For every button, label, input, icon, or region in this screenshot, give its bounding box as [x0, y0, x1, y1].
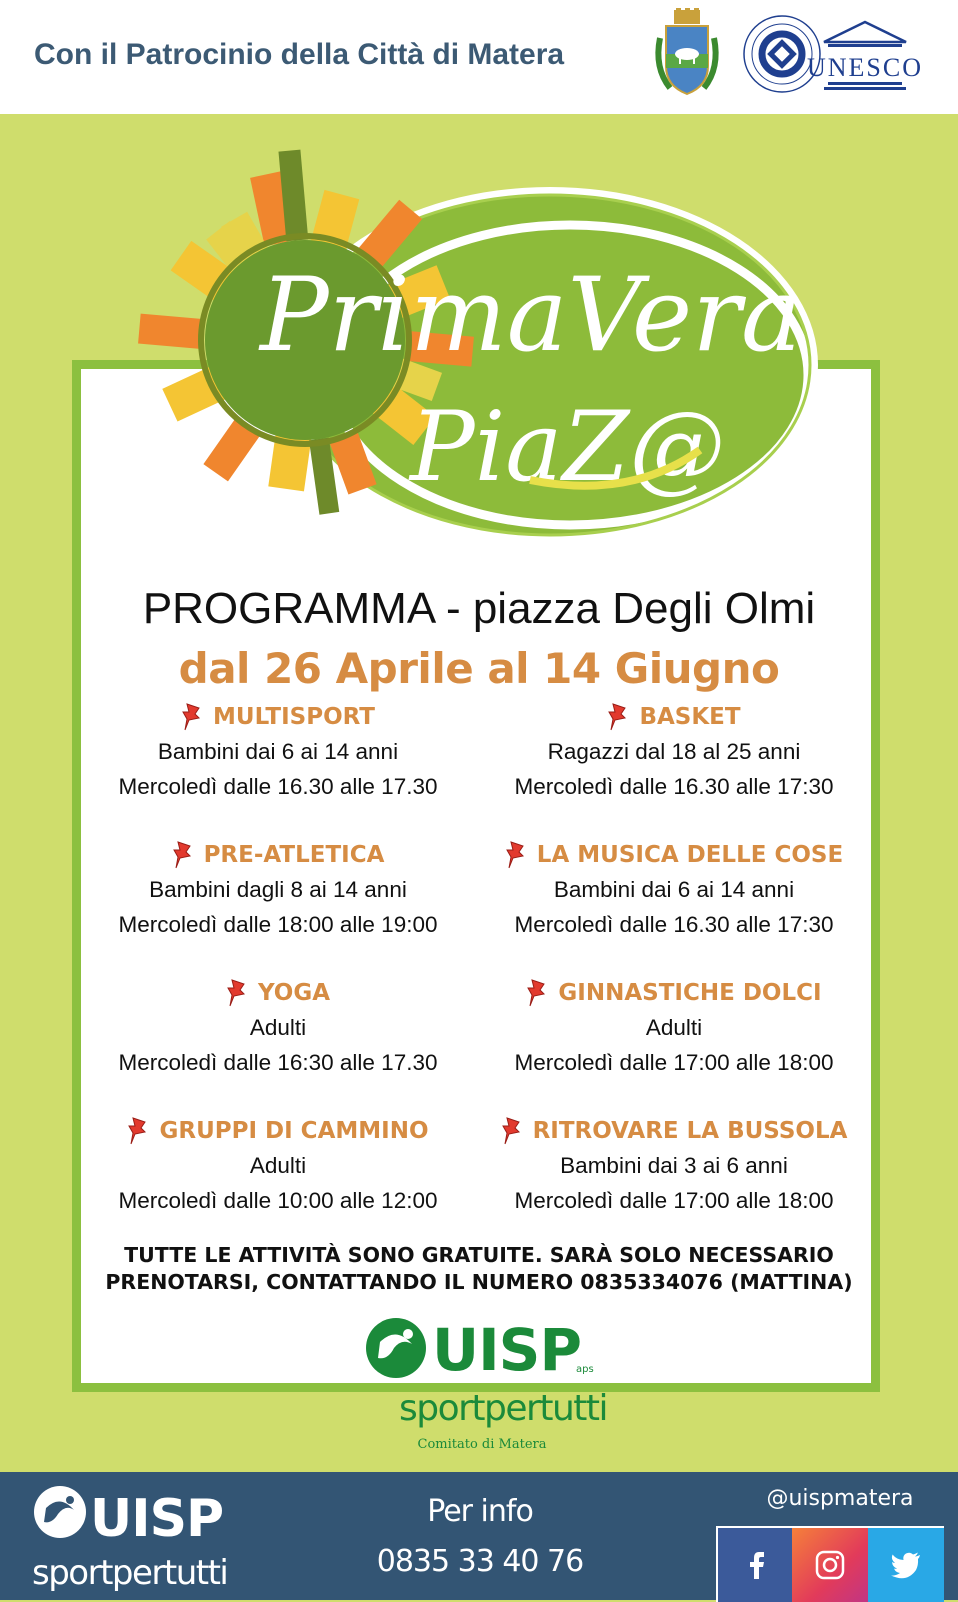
activity-gruppi-di-cammino — [78, 1114, 478, 1218]
booking-notice-line: PRENOTARSI, CONTATTANDO IL NUMERO 0835334076 (MATTINA) — [105, 1270, 853, 1294]
info-label: Per info — [427, 1494, 533, 1529]
activity-audience: Bambini dagli 8 ai 14 anni — [149, 877, 407, 902]
program-dates: dal 26 Aprile al 14 Giugno — [178, 644, 780, 693]
activity-audience: Bambini dai 6 ai 14 anni — [553, 877, 795, 902]
activity-title: MULTISPORT — [213, 704, 375, 730]
activity-schedule: Mercoledì dalle 17:00 alle 18:00 — [514, 1188, 834, 1213]
pushpin-icon — [226, 978, 250, 1008]
svg-text:PiaZ@: PiaZ@ — [410, 391, 726, 503]
footer-uisp-logo — [28, 1484, 250, 1592]
activity-schedule: Mercoledì dalle 18:00 alle 19:00 — [118, 912, 438, 937]
activity-multisport — [78, 700, 478, 804]
svg-text:Comitato di Matera: Comitato di Matera — [417, 1437, 547, 1452]
booking-notice — [0, 1242, 958, 1296]
activity-la-musica-delle-cose — [474, 838, 874, 942]
instagram-button[interactable] — [792, 1526, 868, 1602]
facebook-icon — [746, 1551, 766, 1579]
activity-title: GRUPPI DI CAMMINO — [159, 1118, 429, 1144]
pushpin-icon — [505, 840, 529, 870]
activity-title: BASKET — [639, 704, 741, 730]
svg-text:PrimaVera: PrimaVera — [260, 256, 802, 375]
pushpin-icon — [127, 1116, 151, 1146]
svg-text:sportpertutti: sportpertutti — [32, 1553, 228, 1593]
activity-audience: Ragazzi dal 18 al 25 anni — [547, 739, 801, 764]
activity-audience: Adulti — [645, 1015, 703, 1040]
activity-audience: Adulti — [249, 1015, 307, 1040]
svg-text:sportpertutti: sportpertutti — [398, 1388, 608, 1429]
patronage-text: Con il Patrocinio della Città di Matera — [34, 38, 565, 71]
activity-audience: Bambini dai 6 ai 14 anni — [157, 739, 399, 764]
facebook-button[interactable] — [716, 1526, 794, 1602]
pushpin-icon — [607, 702, 631, 732]
pushpin-icon — [501, 1116, 525, 1146]
activity-ginnastiche-dolci — [474, 976, 874, 1080]
activity-audience: Bambini dai 3 ai 6 anni — [560, 1153, 788, 1178]
activity-title: RITROVARE LA BUSSOLA — [532, 1118, 848, 1144]
pushpin-icon — [526, 978, 550, 1008]
pushpin-icon — [172, 840, 196, 870]
uisp-sportpertutti-logo — [350, 1308, 656, 1456]
svg-text:aps: aps — [576, 1364, 594, 1375]
activity-ritrovare-la-bussola — [474, 1114, 874, 1218]
twitter-button[interactable] — [868, 1526, 944, 1602]
primavera-piazza-logo — [110, 150, 830, 570]
booking-notice-line: TUTTE LE ATTIVITÀ SONO GRATUITE. SARÀ SOLO NECESSARIO — [124, 1243, 834, 1267]
svg-text:UISP: UISP — [432, 1316, 581, 1384]
activity-pre-atletica — [78, 838, 478, 942]
instagram-icon — [815, 1550, 845, 1580]
activity-title: LA MUSICA DELLE COSE — [536, 842, 844, 868]
program-title: PROGRAMMA - piazza Degli Olmi — [142, 584, 816, 633]
activity-audience: Adulti — [249, 1153, 307, 1178]
activity-title: PRE-ATLETICA — [203, 842, 385, 868]
activity-yoga — [78, 976, 478, 1080]
svg-text:UNESCO: UNESCO — [806, 53, 924, 82]
svg-text:UISP: UISP — [90, 1489, 224, 1549]
comune-di-matera-crest — [650, 8, 724, 100]
activity-schedule: Mercoledì dalle 16.30 alle 17:30 — [514, 912, 834, 937]
info-phone[interactable]: 0835 33 40 76 — [376, 1544, 584, 1579]
activity-title: YOGA — [257, 980, 331, 1006]
activity-basket — [474, 700, 874, 804]
activity-schedule: Mercoledì dalle 17:00 alle 18:00 — [514, 1050, 834, 1075]
activity-schedule: Mercoledì dalle 10:00 alle 12:00 — [118, 1188, 438, 1213]
unesco-logo — [806, 20, 924, 92]
activity-schedule: Mercoledì dalle 16:30 alle 17.30 — [118, 1050, 438, 1075]
patronage-header — [0, 0, 958, 114]
twitter-icon — [891, 1552, 921, 1578]
pushpin-icon — [181, 702, 205, 732]
social-handle[interactable]: @uispmatera — [766, 1486, 914, 1511]
activity-schedule: Mercoledì dalle 16.30 alle 17.30 — [118, 774, 438, 799]
activity-title: GINNASTICHE DOLCI — [558, 980, 822, 1006]
activity-schedule: Mercoledì dalle 16.30 alle 17:30 — [514, 774, 834, 799]
